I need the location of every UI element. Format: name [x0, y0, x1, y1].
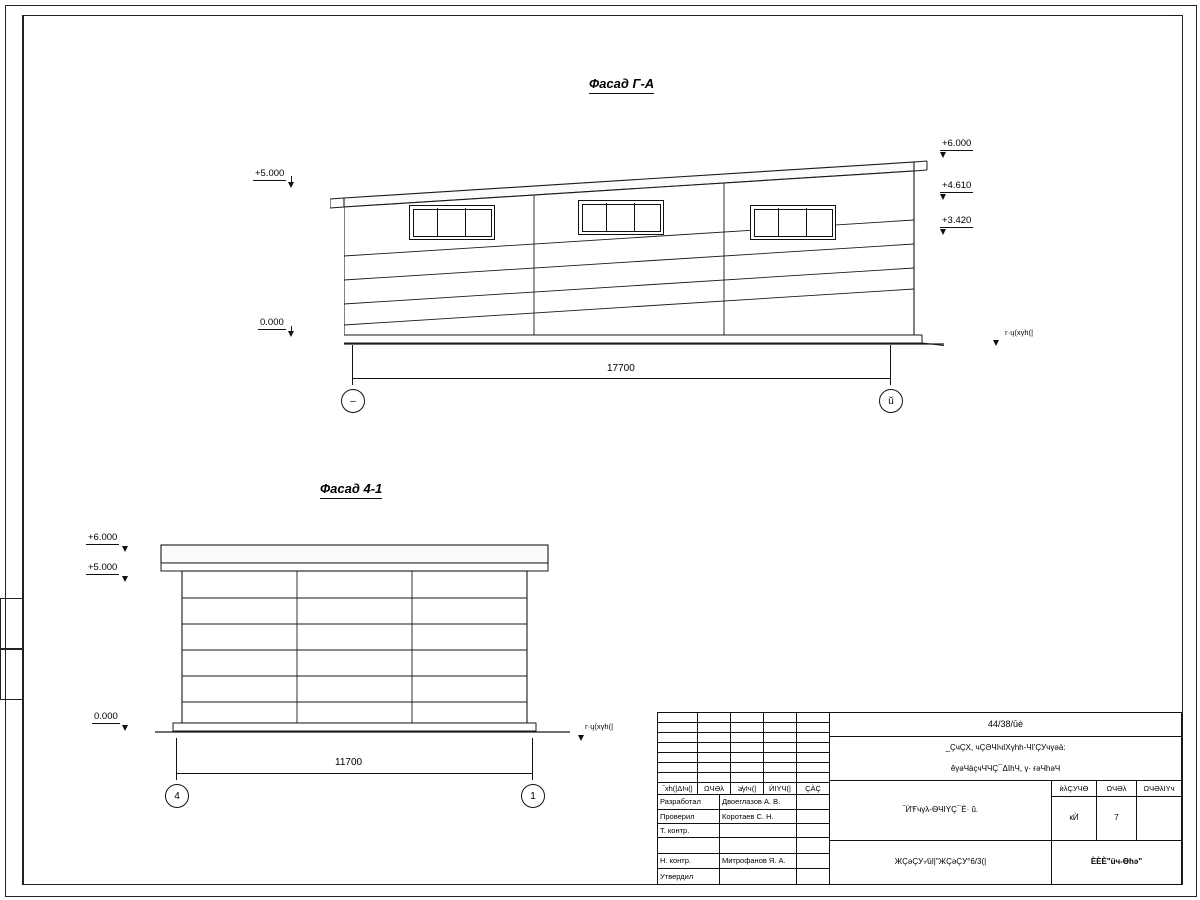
facade-2-body	[155, 540, 575, 770]
stamp-name-0: Двоеглазов А. В.	[720, 795, 797, 810]
stamp-name-4: Митрофанов Я. А.	[720, 854, 797, 869]
stamp-sign-2	[797, 824, 830, 838]
rev-grid-r2c2	[698, 723, 731, 733]
rev-grid-r6c5	[797, 763, 830, 773]
level-mark-plus3420: +3.420	[942, 215, 972, 226]
rev-grid-r3c4	[764, 733, 797, 743]
rev-grid-r1c2	[698, 713, 731, 723]
stamp-sign-0	[797, 795, 830, 810]
axis-label: 4	[174, 790, 180, 802]
rev-grid-r1c4	[764, 713, 797, 723]
stamp-col-header-4: ÇÀÇ	[797, 783, 830, 795]
axis-label: ŭ	[888, 395, 894, 407]
stamp-sign-5	[797, 869, 830, 884]
level-arrow-2-plus5000	[122, 576, 128, 582]
dim-ext-left-1	[352, 345, 353, 385]
dim-value-1: 17700	[607, 363, 635, 374]
dim-ext-right-1	[890, 345, 891, 385]
dim-line-1	[352, 378, 890, 379]
stamp-role-5: Утвердил	[658, 869, 720, 884]
stamp-stage-title: ‾Ѝ'Ғчγλ‑ѲЧІYÇ¯Ѐ· ŭ.	[830, 781, 1052, 841]
rev-grid-r4c5	[797, 743, 830, 753]
rev-grid-r7c5	[797, 773, 830, 783]
stamp-doc-name: ЖÇəÇУ‑∕ūǀ|"ЖÇəÇУ°6/3(|	[830, 841, 1052, 884]
stamp-role-1: Проверил	[658, 810, 720, 824]
axis-label: –	[350, 395, 356, 407]
dim-line-2	[176, 773, 532, 774]
stamp-col-header-0: ‾хһ(|ΔІч(|	[658, 783, 698, 795]
rev-grid-r3c5	[797, 733, 830, 743]
dim-ext-right-2	[532, 738, 533, 780]
rev-grid-r6c4	[764, 763, 797, 773]
rev-grid-r4c3	[731, 743, 764, 753]
level-arrow-2-zero	[122, 725, 128, 731]
rev-grid-r1c3	[731, 713, 764, 723]
stamp-col-header-2: ≱γІч(|	[731, 783, 764, 795]
level-arrow-2-plus6000	[122, 546, 128, 552]
stamp-role-0: Разработал	[658, 795, 720, 810]
level-mark-plus4610: +4.610	[942, 180, 972, 191]
rev-grid-r7c4	[764, 773, 797, 783]
rev-grid-r6c2	[698, 763, 731, 773]
stamp-name-3	[720, 838, 797, 854]
stamp-sheet-value: 7	[1097, 797, 1137, 841]
window-1-3	[750, 205, 836, 240]
stamp-role-2: Т. контр.	[658, 824, 720, 838]
rev-grid-r2c1	[658, 723, 698, 733]
stamp-role-4: Н. контр.	[658, 854, 720, 869]
level-mark-2-plus5000: +5.000	[88, 562, 118, 573]
stamp-object-line-1: _ÇчÇХ, чÇƏЧІчІХγһһ‑ЧІ'ÇУчγəä:	[945, 742, 1066, 752]
ground-level-label-2: г·ų(хγһ(|	[585, 722, 614, 731]
stamp-stage-value: кЍ	[1052, 797, 1097, 841]
window-1-2	[578, 200, 664, 235]
ground-level-arrow-2	[578, 735, 584, 741]
rev-grid-r7c3	[731, 773, 764, 783]
ground-level-arrow-1	[993, 340, 999, 346]
level-mark-plus6000: +6.000	[942, 138, 972, 149]
rev-grid-r1c5	[797, 713, 830, 723]
dim-value-2: 11700	[335, 757, 363, 768]
level-leader-zero	[291, 326, 292, 335]
rev-grid-r3c2	[698, 733, 731, 743]
rev-grid-r5c2	[698, 753, 731, 763]
elevation-2-title: Фасад 4-1	[320, 481, 382, 499]
axis-bubble-2-right	[521, 784, 545, 808]
stamp-role-3	[658, 838, 720, 854]
stamp-name-5	[720, 869, 797, 884]
rev-grid-r2c4	[764, 723, 797, 733]
window-1-1	[409, 205, 495, 240]
stamp-sheetinfo-header-2: ΩЧƏλІΥч	[1137, 781, 1181, 797]
stamp-object-line-2: êγəЧäçчЧЧÇ¯ΔІһЧ, γ· ғəЧһəЧ	[830, 759, 1181, 781]
axis-bubble-1-right	[879, 389, 903, 413]
rev-grid-r3c1	[658, 733, 698, 743]
rev-grid-r4c2	[698, 743, 731, 753]
rev-grid-r6c3	[731, 763, 764, 773]
level-mark-plus5000: +5.000	[255, 168, 285, 179]
level-mark-2-zero: 0.000	[94, 711, 118, 722]
level-arrow-plus6000	[940, 152, 946, 158]
level-arrow-plus3420	[940, 229, 946, 235]
axis-bubble-1-left	[341, 389, 365, 413]
rev-grid-r6c1	[658, 763, 698, 773]
facade-panels-1	[344, 167, 944, 367]
rev-grid-r4c1	[658, 743, 698, 753]
stamp-sheetinfo-header-1: ΩЧƏλ	[1097, 781, 1137, 797]
level-arrow-plus4610	[940, 194, 946, 200]
elevation-1-title: Фасад Г-А	[589, 76, 654, 94]
stamp-sheetinfo-header-0: ѝλÇУЧѲ	[1052, 781, 1097, 797]
title-block	[657, 712, 1182, 885]
rev-grid-r5c4	[764, 753, 797, 763]
stamp-code: 44/38/ūè	[830, 713, 1181, 737]
rev-grid-r5c3	[731, 753, 764, 763]
axis-bubble-2-left	[165, 784, 189, 808]
axis-label: 1	[530, 790, 536, 802]
margin-stub-left-2	[0, 648, 24, 700]
rev-grid-r5c1	[658, 753, 698, 763]
rev-grid-r7c2	[698, 773, 731, 783]
rev-grid-r7c1	[658, 773, 698, 783]
rev-grid-r2c3	[731, 723, 764, 733]
rev-grid-r3c3	[731, 733, 764, 743]
rev-grid-r1c1	[658, 713, 698, 723]
stamp-sign-4	[797, 854, 830, 869]
stamp-name-2	[720, 824, 797, 838]
stamp-sign-3	[797, 838, 830, 854]
stamp-name-1: Коротаев С. Н.	[720, 810, 797, 824]
stamp-sheets-total	[1137, 797, 1181, 841]
stamp-sign-1	[797, 810, 830, 824]
margin-stub-left	[0, 598, 24, 650]
rev-grid-r2c5	[797, 723, 830, 733]
margin-rule-top	[1168, 15, 1180, 16]
rev-grid-r5c5	[797, 753, 830, 763]
level-leader-plus5000	[291, 176, 292, 184]
level-mark-zero: 0.000	[260, 317, 284, 328]
stamp-company: ЀЀЀ"üч‑Ѳһə"	[1090, 857, 1143, 867]
level-mark-2-plus6000: +6.000	[88, 532, 118, 543]
ground-level-label-1: г·ų(хγһ(|	[1005, 328, 1034, 337]
rev-grid-r4c4	[764, 743, 797, 753]
stamp-col-header-3: ЍІYЧ(|	[764, 783, 797, 795]
stamp-col-header-1: ΩЧƏλ	[698, 783, 731, 795]
